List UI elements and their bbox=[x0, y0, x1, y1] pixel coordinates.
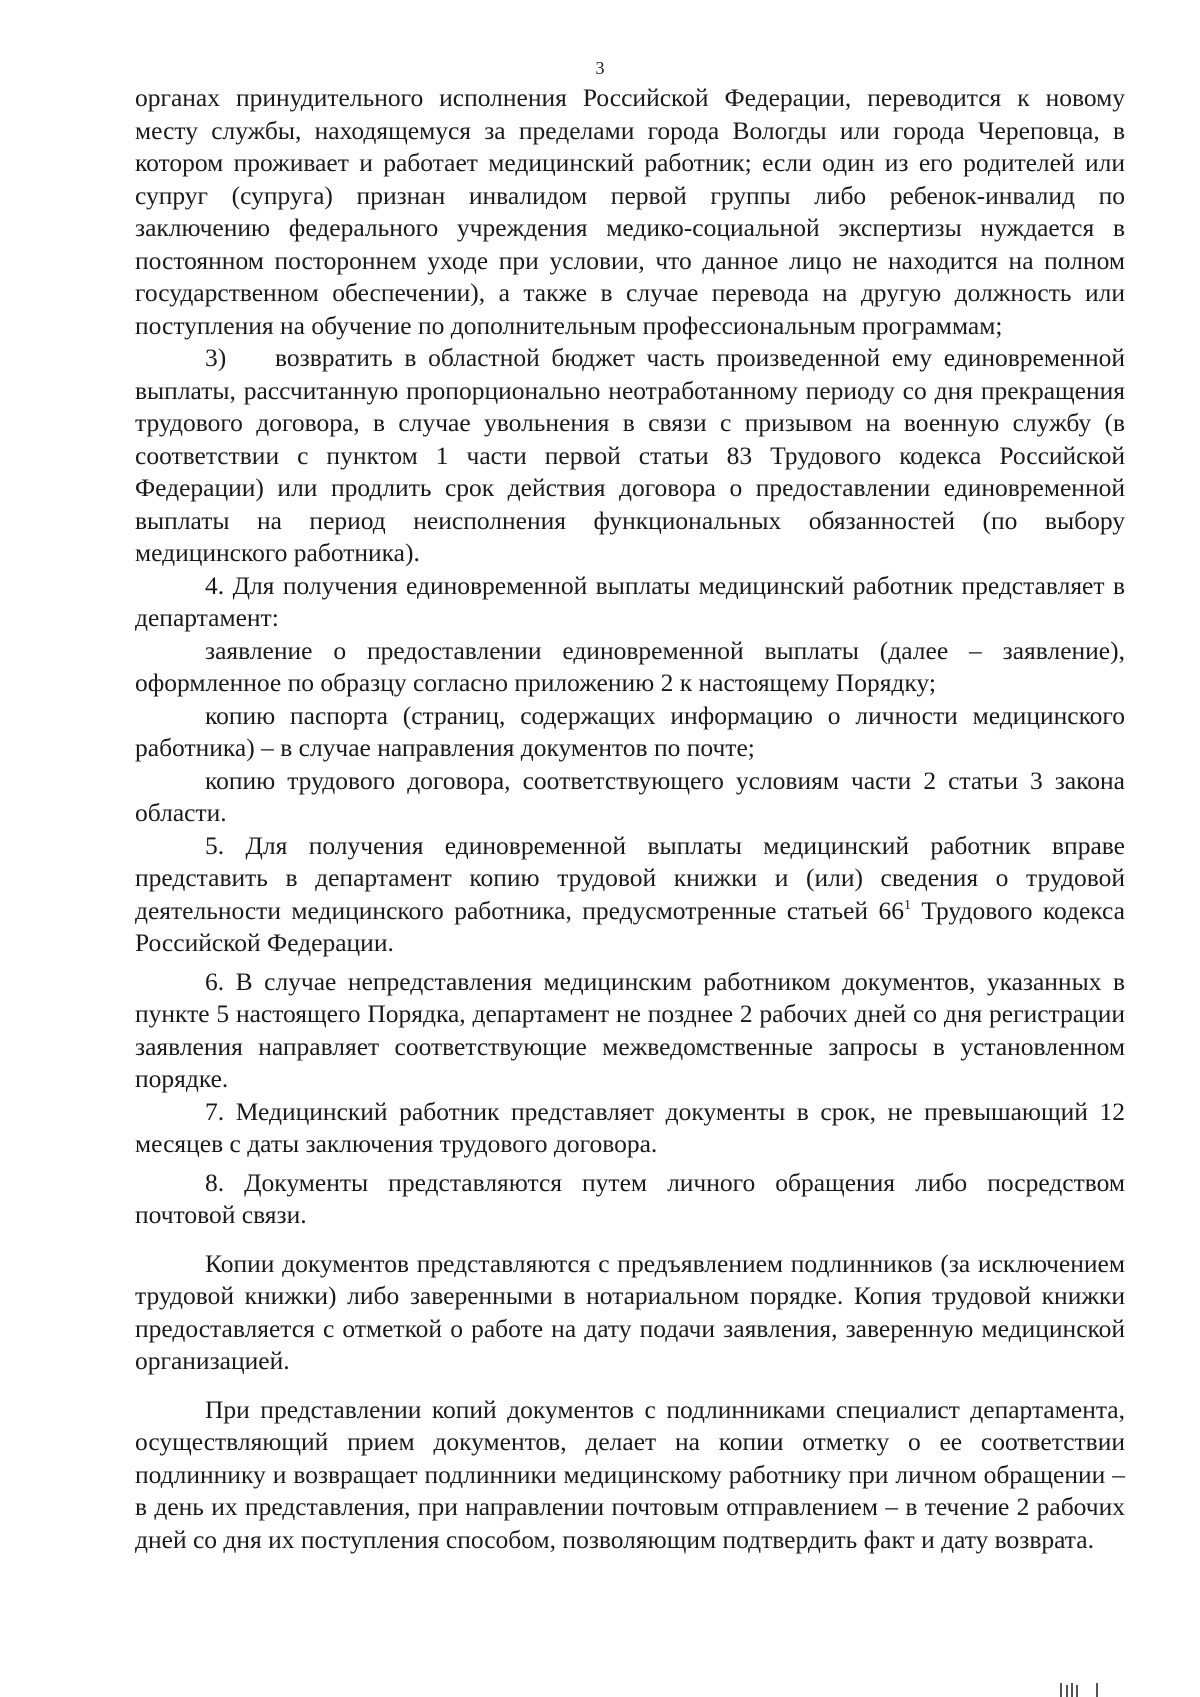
list-item-number: 3) bbox=[205, 343, 227, 372]
scan-artifact bbox=[1060, 1683, 1062, 1697]
superscript: 1 bbox=[903, 897, 911, 913]
paragraph-application: заявление о предоставлении единовременной выплаты (далее – заявление), оформленное по образцу согласно приложению 2 к настоящему Порядку; bbox=[135, 635, 1125, 697]
paragraph-item-7: 7. Медицинский работник представляет документы в срок, не превышающий 12 месяцев с даты заключения трудового договора. bbox=[135, 1096, 1125, 1158]
paragraph-item-5-tail: Трудового кодекса Российской Федерации. bbox=[135, 895, 1125, 957]
paragraph-continuation: органах принудительного исполнения Российской Федерации, переводится к новому месту службы, находящемуся за пределами города Вологды или города Череповца, в котором проживает и работает медицинский работник; если один из его родителей или супруг (супруга) признан инвалидом первой группы либо ребенок-инвалид по заключению федерального учреждения медико-социальной экспертизы нуждается в постоянном постороннем уходе при условии, что данное лицо не находится на полном государственном обеспечении), а также в случае перевода на другую должность или поступления на обучение по дополнительным профессиональным программам; bbox=[135, 83, 1125, 340]
document-body bbox=[135, 82, 1125, 1556]
scan-artifact bbox=[1076, 1685, 1078, 1697]
page-number: 3 bbox=[595, 58, 605, 78]
scan-artifact bbox=[1066, 1685, 1068, 1697]
paragraph-item-4: 4. Для получения единовременной выплаты медицинский работник представляет в департамент: bbox=[135, 570, 1125, 632]
paragraph-passport-copy: копию паспорта (страниц, содержащих информацию о личности медицинского работника) – в случае направления документов по почте; bbox=[135, 700, 1125, 762]
paragraph-item-5-text: 5. Для получения единовременной выплаты медицинский работник вправе представить в департамент копию трудовой книжки и (или) сведения о трудовой деятельности медицинского работника, предусмотренные статьей 66 bbox=[135, 830, 1125, 925]
paragraph-item-5 bbox=[135, 830, 1125, 960]
paragraph-item-6: 6. В случае непредставления медицинским работником документов, указанных в пункте 5 настоящего Порядка, департамент не позднее 2 рабочих дней со дня регистрации заявления направляет соответствующие межведомственные запросы в установленном порядке. bbox=[135, 966, 1125, 1093]
scan-artifact bbox=[1096, 1683, 1098, 1697]
scan-artifact bbox=[1071, 1683, 1073, 1697]
paragraph-originals: При представлении копий документов с подлинниками специалист департамента, осуществляющий прием документов, делает на копии отметку о ее соответствии подлиннику и возвращает подлинники медицинскому работнику при личном обращении – в день их представления, при направлении почтовым отправлением – в течение 2 рабочих дней со дня их поступления способом, позволяющим подтвердить факт и дату возврата. bbox=[135, 1394, 1125, 1554]
paragraph-contract-copy: копию трудового договора, соответствующего условиям части 2 статьи 3 закона области. bbox=[135, 765, 1125, 827]
list-item-3 bbox=[135, 342, 1125, 570]
list-item-text: возвратить в областной бюджет часть произведенной ему единовременной выплаты, рассчитанную пропорционально неотработанному периоду со дня прекращения трудового договора, в случае увольнения в связи с призывом на военную службу (в соответствии с пунктом 1 части первой статьи 83 Трудового кодекса Российской Федерации) или продлить срок действия договора о предоставлении единовременной выплаты на период неисполнения функциональных обязанностей (по выбору медицинского работника). bbox=[135, 343, 1125, 567]
paragraph-item-8: 8. Документы представляются путем личного обращения либо посредством почтовой связи. bbox=[135, 1167, 1125, 1229]
paragraph-copies: Копии документов представляются с предъявлением подлинников (за исключением трудовой книжки) либо заверенными в нотариальном порядке. Копия трудовой книжки предоставляется с отметкой о работе на дату подачи заявления, заверенную медицинской организацией. bbox=[135, 1248, 1125, 1375]
